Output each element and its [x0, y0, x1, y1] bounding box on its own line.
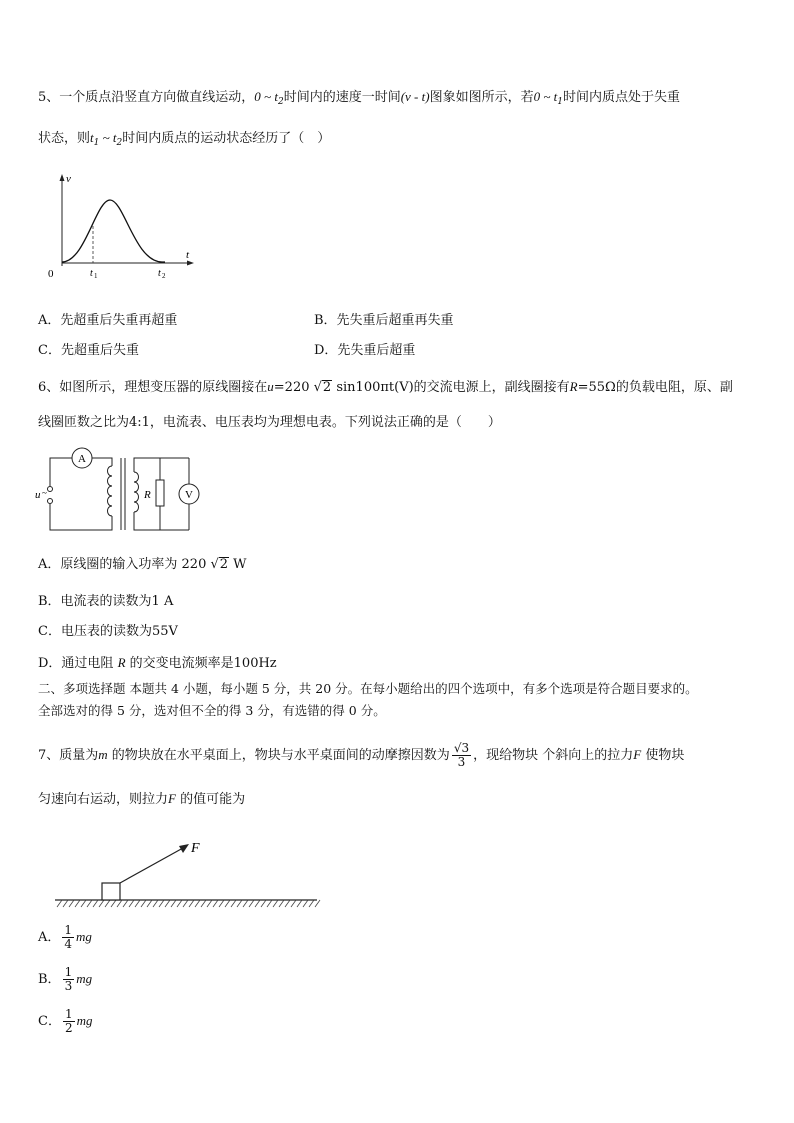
q5-text: 时间内质点处于失重 [563, 90, 681, 105]
t1-symbol: t [90, 130, 94, 145]
hatch-line [225, 900, 230, 907]
q5-text: 5、一个质点沿竖直方向做直线运动， [38, 90, 255, 105]
mu-numerator: √3 [453, 741, 470, 755]
hatch-line [255, 900, 260, 907]
t1-subscript: 1 [557, 97, 563, 107]
hatch-line [201, 900, 206, 907]
primary-wire-bottom [50, 504, 112, 530]
fraction [63, 966, 75, 993]
hatch-line [219, 900, 224, 907]
u-symbol: u [267, 379, 274, 394]
hatch-line [315, 900, 320, 907]
q6-option-b[interactable]: B．电流表的读数为1 A [38, 594, 174, 609]
t1-tick-label: t [90, 268, 93, 279]
hatch-line [159, 900, 164, 907]
q5-option-b[interactable]: B．先失重后超重再失重 [314, 313, 454, 328]
transformer-circuit [32, 442, 212, 538]
t2-symbol: t [112, 130, 117, 145]
q6-stem-line1: 6、如图所示，理想变压器的原线圈接在u=220 √2 sin100πt(V)的交流电源上，副线圈接有R=55Ω的负载电阻，原、副 [38, 379, 733, 395]
source-label: u [35, 489, 41, 501]
option-letter: C． [38, 1014, 61, 1029]
ac-symbol: ~ [42, 488, 47, 498]
v-axis-arrow [60, 174, 65, 181]
fraction-numerator: 1 [64, 965, 73, 979]
t1-symbol: t [553, 89, 558, 104]
hatch-line [99, 900, 104, 907]
t2-tick-subscript: 2 [162, 272, 166, 280]
hatch-line [87, 900, 92, 907]
q6-text: =220 [273, 380, 310, 395]
secondary-wire-top [134, 458, 189, 472]
q7-option-a[interactable] [38, 924, 92, 951]
sqrt-radicand: 2 [322, 380, 332, 395]
hatch-line [105, 900, 110, 907]
t1-subscript: 1 [93, 138, 100, 148]
hatch-line [297, 900, 302, 907]
hatch-line [261, 900, 266, 907]
r-symbol: R [569, 379, 578, 394]
q5-text: 时间内质点的运动状态经历了（ ） [122, 131, 331, 146]
hatch-line [279, 900, 284, 907]
mu-fraction [452, 742, 471, 769]
option-text: D．通过电阻 [38, 656, 118, 671]
fraction-numerator: 1 [64, 923, 73, 937]
t-axis-label: t [186, 249, 190, 261]
fraction-numerator: 1 [64, 1007, 73, 1021]
option-text: A．原线圈的输入功率为 220 [38, 557, 207, 572]
hatch-line [273, 900, 278, 907]
force-arrow [120, 848, 183, 883]
q5-stem-line2 [38, 129, 330, 152]
vt-graph [40, 170, 200, 282]
section2-heading: 二、多项选择题 本题共 4 小题，每小题 5 分，共 20 分。在每小题给出的四个选项中，有多个选项是符合题目要求的。 [38, 681, 698, 696]
hatch-line [171, 900, 176, 907]
q5-text: 状态，则 [38, 131, 91, 146]
f-symbol: F [633, 747, 642, 762]
hatch-line [165, 900, 170, 907]
q6-text: =55Ω的负载电阻，原、副 [577, 380, 733, 395]
block [102, 883, 120, 900]
fraction-denominator: 2 [64, 1021, 73, 1035]
force-arrowhead [179, 844, 189, 853]
q7-text: 的物块放在水平桌面上，物块与水平桌面间的动摩擦因数为 [107, 748, 450, 763]
q7-stem-line1 [38, 742, 684, 769]
hatch-line [81, 900, 86, 907]
q6-option-a[interactable]: A．原线圈的输入功率为 220 √2 W [38, 557, 247, 572]
hatch-line [123, 900, 128, 907]
hatch-line [147, 900, 152, 907]
hatch-line [141, 900, 146, 907]
hatch-line [189, 900, 194, 907]
primary-wire-top [50, 458, 72, 486]
hatch-line [63, 900, 68, 907]
hatch-line [93, 900, 98, 907]
t2-tick-label: t [158, 268, 161, 279]
t1-tick-subscript: 1 [94, 272, 98, 280]
ammeter-label: A [78, 453, 86, 465]
hatch-line [153, 900, 158, 907]
hatch-line [135, 900, 140, 907]
secondary-coil [134, 472, 139, 512]
q6-option-d[interactable] [38, 654, 277, 673]
r-symbol: R [117, 655, 126, 670]
q5-text: 图象如图所示，若 [429, 90, 534, 105]
origin-label: 0 [48, 268, 54, 280]
resistor-label: R [144, 489, 151, 501]
t2-symbol: t [274, 89, 278, 104]
q7-stem-line2 [38, 790, 245, 809]
section2-instructions: 全部选对的得 5 分，选对但不全的得 3 分，有选错的得 0 分。 [38, 703, 386, 718]
hatch-line [249, 900, 254, 907]
option-text: 的交变电流频率是100Hz [125, 656, 277, 671]
q7-text: 匀速向右运动，则拉力 [38, 792, 169, 807]
mg-symbol: mg [76, 929, 92, 944]
hatch-line [69, 900, 74, 907]
hatch-line [237, 900, 242, 907]
q5-range: 0 ~ [533, 89, 554, 104]
mu-denominator: 3 [457, 755, 466, 769]
hatch-line [213, 900, 218, 907]
q6-text: sin100πt(V)的交流电源上，副线圈接有 [336, 380, 570, 395]
q7-text: 使物块 [641, 748, 685, 763]
m-symbol: m [98, 747, 108, 762]
q5-stem-line1 [38, 88, 680, 111]
q5-option-a[interactable]: A．先超重后失重再超重 [38, 313, 178, 328]
q5-option-c[interactable]: C．先超重后失重 [38, 343, 139, 358]
hatch-line [111, 900, 116, 907]
hatch-line [267, 900, 272, 907]
hatch-line [303, 900, 308, 907]
vt-label: (v - t) [400, 89, 430, 104]
t-axis-arrow [187, 261, 194, 266]
resistor [156, 480, 164, 506]
v-axis-label: v [66, 173, 71, 185]
hatch-line [207, 900, 212, 907]
q5-range: 0 ~ [254, 89, 275, 104]
hatch-line [57, 900, 62, 907]
terminal [48, 499, 53, 504]
block-force-figure [55, 836, 325, 916]
q5-text: 时间内的速度一时间 [283, 90, 401, 105]
secondary-wire-bottom [134, 512, 189, 530]
q6-option-c[interactable]: C．电压表的读数为55V [38, 624, 178, 639]
t2-subscript: 2 [277, 97, 284, 107]
f-symbol: F [168, 791, 176, 806]
hatch-line [231, 900, 236, 907]
q7-text: ，现给物块 个斜向上的拉力 [473, 748, 634, 763]
q5-option-d[interactable]: D．先失重后超重 [314, 343, 416, 358]
sqrt-radicand: 2 [219, 557, 229, 572]
t2-subscript: 2 [116, 138, 123, 148]
primary-coil [108, 466, 113, 516]
q7-text: 的值可能为 [175, 792, 246, 807]
fraction-denominator: 3 [64, 979, 73, 993]
hatch-line [129, 900, 134, 907]
hatch-line [309, 900, 314, 907]
q7-option-b[interactable] [38, 966, 92, 993]
terminal [48, 487, 53, 492]
velocity-curve [62, 200, 165, 262]
hatch-line [117, 900, 122, 907]
fraction [63, 1008, 75, 1035]
q7-option-c[interactable] [38, 1008, 92, 1035]
mg-symbol: mg [76, 1013, 93, 1028]
q6-stem-line2: 线圈匝数之比为4:1，电流表、电压表均为理想电表。下列说法正确的是（ ） [38, 415, 501, 430]
hatch-line [195, 900, 200, 907]
hatch-line [291, 900, 296, 907]
voltmeter-label: V [185, 489, 193, 501]
option-letter: A． [38, 930, 61, 945]
primary-wire [92, 458, 112, 466]
q7-text: 7、质量为 [38, 748, 99, 763]
fraction-denominator: 4 [64, 937, 73, 951]
tilde: ~ [99, 130, 113, 145]
mg-symbol: mg [76, 971, 93, 986]
hatch-line [183, 900, 188, 907]
q6-text: 6、如图所示，理想变压器的原线圈接在 [38, 380, 268, 395]
option-text: W [229, 557, 247, 572]
option-letter: B． [38, 972, 61, 987]
hatch-line [75, 900, 80, 907]
hatch-line [285, 900, 290, 907]
fraction [62, 924, 74, 951]
hatch-line [177, 900, 182, 907]
surface-hatching [57, 900, 320, 907]
hatch-line [243, 900, 248, 907]
force-label: F [191, 841, 200, 856]
